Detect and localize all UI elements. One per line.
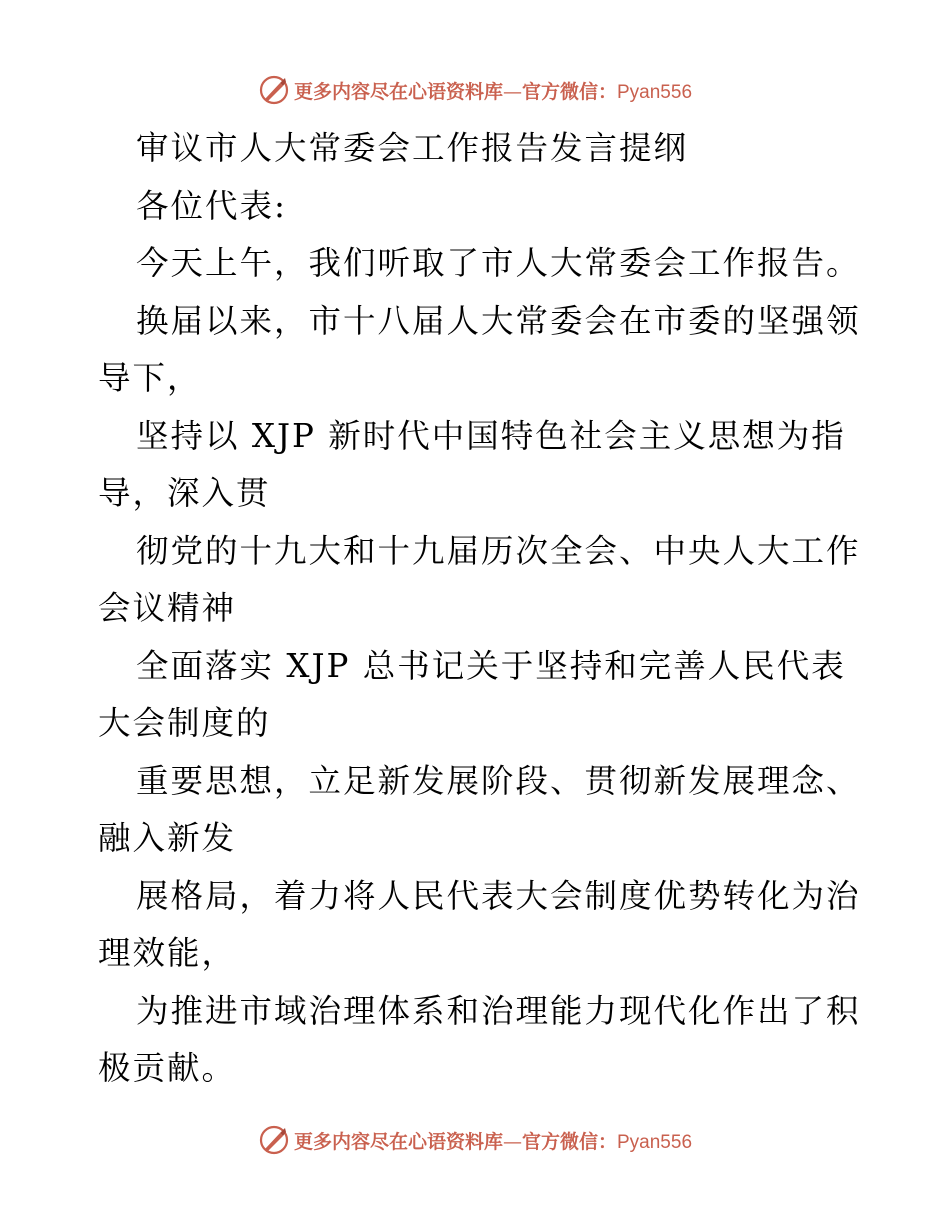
paragraph-line: 坚持以 XJP 新时代中国特色社会主义思想为指 bbox=[136, 416, 846, 455]
salutation: 各位代表: bbox=[136, 186, 287, 225]
watermark-separator: — bbox=[502, 1130, 522, 1153]
watermark-contact-label: 官方微信： bbox=[521, 80, 617, 103]
paragraph-line: 彻党的十九大和十九届历次全会、中央人大工作 bbox=[136, 531, 861, 570]
watermark-text: 更多内容尽在心语资料库 bbox=[293, 80, 503, 103]
paragraph-line: 理效能， bbox=[98, 934, 237, 972]
quill-pen-logo-icon bbox=[258, 74, 290, 106]
watermark-contact-id: Pyan556 bbox=[617, 81, 693, 103]
watermark-text: 更多内容尽在心语资料库 bbox=[293, 1130, 503, 1153]
paragraph-line: 导，深入贯 bbox=[98, 474, 271, 512]
paragraph-line: 换届以来，市十八届人大常委会在市委的坚强领 bbox=[136, 301, 861, 340]
document-title: 审议市人大常委会工作报告发言提纲 bbox=[136, 129, 689, 167]
paragraph-line: 导下， bbox=[98, 359, 202, 397]
header-watermark bbox=[0, 70, 950, 110]
paragraph-line: 今天上午，我们听取了市人大常委会工作报告。 bbox=[136, 244, 861, 282]
paragraph-line: 极贡献。 bbox=[98, 1049, 237, 1087]
watermark-separator: — bbox=[502, 80, 522, 103]
paragraph-line: 为推进市域治理体系和治理能力现代化作出了积 bbox=[136, 991, 861, 1030]
watermark-contact-label: 官方微信： bbox=[521, 1130, 617, 1153]
paragraph-line: 重要思想，立足新发展阶段、贯彻新发展理念、 bbox=[136, 761, 861, 800]
paragraph-line: 融入新发 bbox=[98, 819, 237, 857]
paragraph-line: 大会制度的 bbox=[98, 704, 271, 742]
paragraph-line: 全面落实 XJP 总书记关于坚持和完善人民代表 bbox=[136, 646, 846, 685]
footer-watermark bbox=[0, 1120, 950, 1160]
quill-pen-logo-icon bbox=[258, 1124, 290, 1156]
paragraph-line: 展格局，着力将人民代表大会制度优势转化为治 bbox=[136, 876, 861, 915]
paragraph-line: 会议精神 bbox=[98, 589, 237, 627]
document-body bbox=[98, 120, 861, 1098]
watermark-contact-id: Pyan556 bbox=[617, 1131, 693, 1153]
